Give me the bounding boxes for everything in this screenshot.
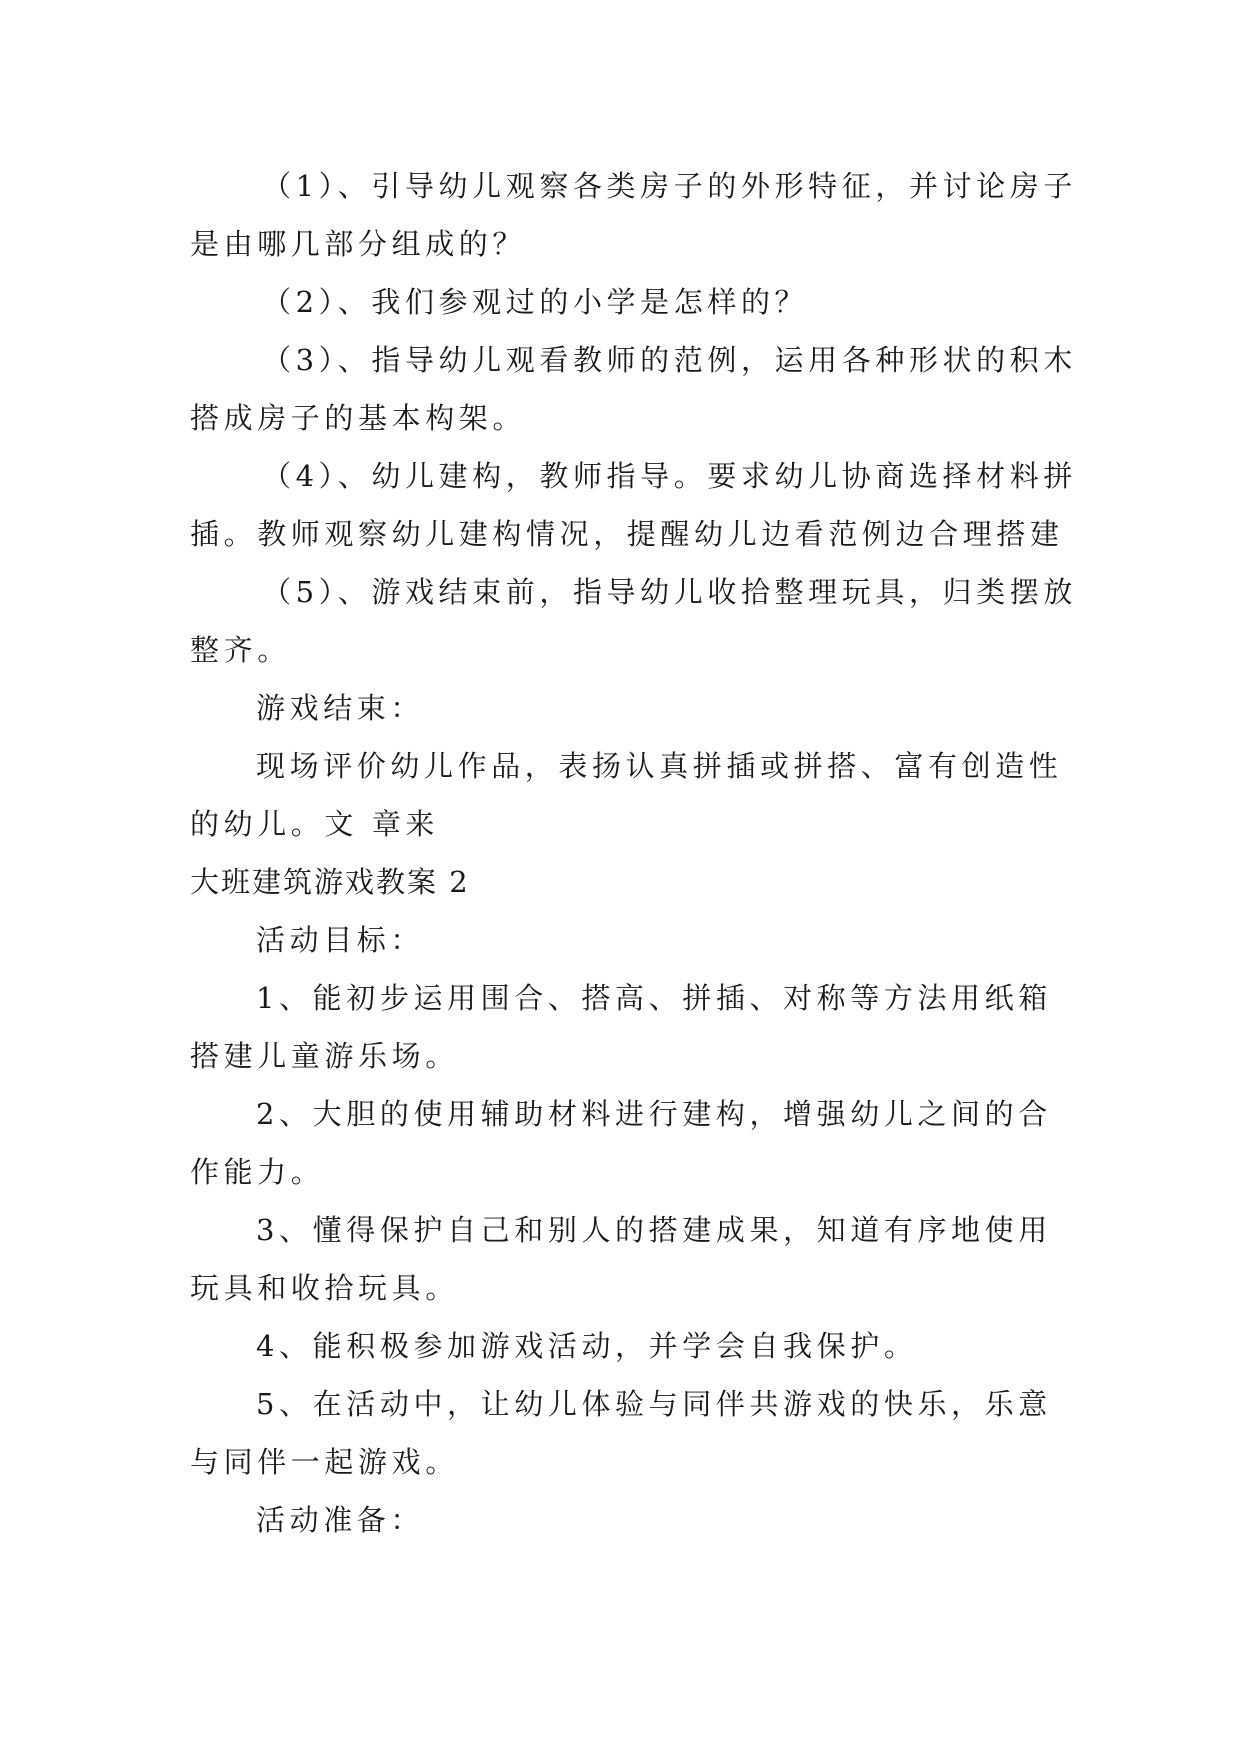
paragraph-line: 5、在活动中，让幼儿体验与同伴共游戏的快乐，乐意 — [256, 1387, 1052, 1421]
section-heading: 活动目标： — [256, 923, 425, 957]
paragraph-line: 2、大胆的使用辅助材料进行建构，增强幼儿之间的合 — [256, 1097, 1052, 1131]
paragraph-line: （3）、指导幼儿观看教师的范例，运用各种形状的积木 — [262, 343, 1077, 377]
paragraph-line: 1、能初步运用围合、搭高、拼插、对称等方法用纸箱 — [256, 981, 1052, 1015]
section-heading: 游戏结束： — [256, 691, 425, 725]
paragraph-line: 搭成房子的基本构架。 — [190, 401, 527, 435]
paragraph-line: 搭建儿童游乐场。 — [190, 1039, 459, 1073]
paragraph-line: 整齐。 — [190, 633, 291, 667]
paragraph-line: 的幼儿。文 章来 — [190, 807, 440, 841]
paragraph-line: 玩具和收拾玩具。 — [190, 1271, 459, 1305]
paragraph-line: （1）、引导幼儿观察各类房子的外形特征，并讨论房子 — [262, 169, 1077, 203]
paragraph-line: （5）、游戏结束前，指导幼儿收拾整理玩具，归类摆放 — [262, 575, 1077, 609]
paragraph-line: （4）、幼儿建构，教师指导。要求幼儿协商选择材料拼 — [262, 459, 1077, 493]
paragraph-line: （2）、我们参观过的小学是怎样的？ — [262, 285, 809, 319]
paragraph-line: 3、懂得保护自己和别人的搭建成果，知道有序地使用 — [256, 1213, 1052, 1247]
paragraph-line: 4、能积极参加游戏活动，并学会自我保护。 — [256, 1329, 918, 1363]
paragraph-line: 作能力。 — [190, 1155, 325, 1189]
paragraph-line: 与同伴一起游戏。 — [190, 1445, 459, 1479]
paragraph-line: 现场评价幼儿作品，表扬认真拼插或拼搭、富有创造性 — [256, 749, 1063, 783]
document-title: 大班建筑游戏教案 2 — [190, 865, 470, 899]
paragraph-line: 是由哪几部分组成的？ — [190, 227, 527, 261]
section-heading: 活动准备： — [256, 1503, 425, 1537]
paragraph-line: 插。教师观察幼儿建构情况，提醒幼儿边看范例边合理搭建 — [190, 517, 1064, 551]
